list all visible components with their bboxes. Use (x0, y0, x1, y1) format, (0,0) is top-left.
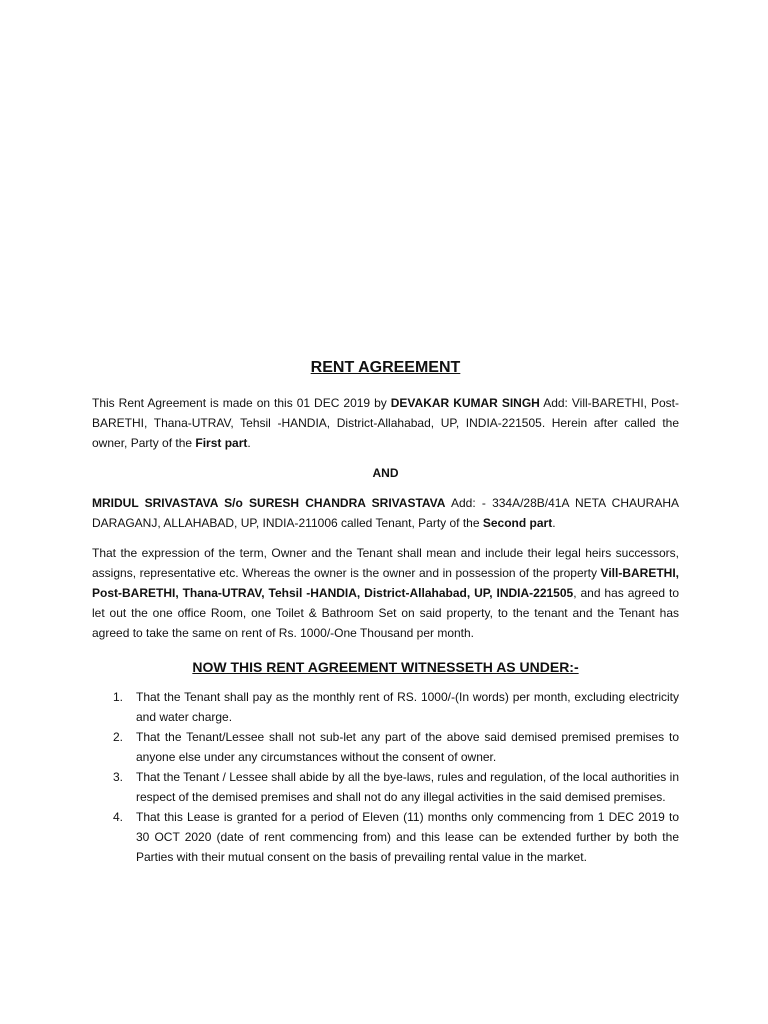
clause-list (92, 687, 679, 867)
clause-item (92, 767, 679, 807)
intro-text-2: Add: Vill-BARETHI, Post-BARETHI, Thana-UTRAV, Tehsil -HANDIA, District-Allahabad, UP, INDIA-221505. Herein after called the owner, Party of the (92, 396, 679, 450)
witness-heading: NOW THIS RENT AGREEMENT WITNESSETH AS UNDER:- (192, 659, 579, 675)
clause-number: 3. (112, 770, 123, 784)
intro-paragraph (92, 393, 679, 453)
intro-text-3: . (247, 436, 251, 450)
clause-item (92, 807, 679, 867)
clause-number: 4. (112, 810, 123, 824)
clause-text: That the Tenant shall pay as the monthly rent of RS. 1000/-(In words) per month, excluding electricity and water charge. (136, 690, 679, 724)
clause-text: That this Lease is granted for a period of Eleven (11) months only commencing from 1 DEC 2019 to 30 OCT 2020 (date of rent commencing from) and this lease can be extended further by both the Parties with their mutual consent on the basis of prevailing rental value in the market. (136, 810, 679, 864)
clause-number: 1. (112, 690, 123, 704)
tenant-text-1: Add: - 334A/28B/41A NETA CHAURAHA DARAGANJ, ALLAHABAD, UP, INDIA-211006 called Tenant, Party of the (92, 496, 679, 530)
property-address: Vill-BARETHI, Post-BARETHI, Thana-UTRAV, Tehsil -HANDIA, District-Allahabad, UP, INDIA-221505 (92, 566, 679, 600)
document-body (92, 357, 679, 867)
expression-paragraph (92, 543, 679, 643)
tenant-paragraph (92, 493, 679, 533)
and-separator: AND (372, 466, 399, 480)
clause-text: That the Tenant/Lessee shall not sub-let any part of the above said demised premised premises to anyone else under any circumstances without the consent of owner. (136, 730, 679, 764)
intro-text-1: This Rent Agreement is made on this 01 DEC 2019 by (92, 396, 391, 410)
clause-text: That the Tenant / Lessee shall abide by all the bye-laws, rules and regulation, of the local authorities in respect of the demised premises and shall not do any illegal activities in the said demised premises. (136, 770, 679, 804)
expression-text-2: , and has agreed to let out the one office Room, one Toilet & Bathroom Set on said property, to the tenant and the Tenant has agreed to take the same on rent of Rs. 1000/-One Thousand per month. (92, 586, 679, 640)
clause-item (92, 687, 679, 727)
owner-name: DEVAKAR KUMAR SINGH (390, 396, 540, 410)
tenant-text-2: . (552, 516, 556, 530)
expression-text-1: That the expression of the term, Owner and the Tenant shall mean and include their legal heirs successors, assigns, representative etc. Whereas the owner is the owner and in possession of the property (92, 546, 679, 580)
clause-item (92, 727, 679, 767)
first-part-label: First part (195, 436, 248, 450)
document-title: RENT AGREEMENT (310, 359, 461, 376)
second-part-label: Second part (482, 516, 553, 530)
tenant-name: MRIDUL SRIVASTAVA S/o SURESH CHANDRA SRIVASTAVA (92, 496, 446, 510)
clause-number: 2. (112, 730, 123, 744)
